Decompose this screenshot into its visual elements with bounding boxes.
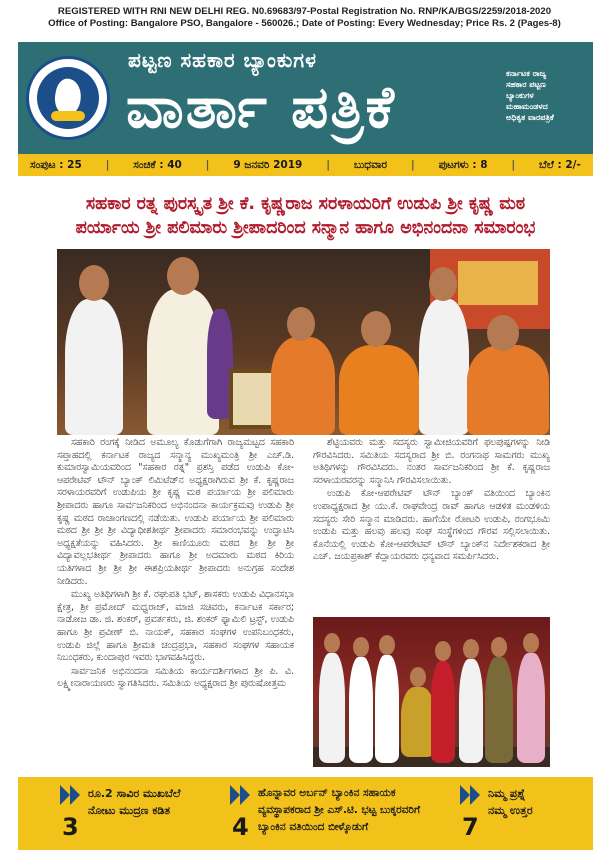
felicitation-photo (57, 249, 550, 435)
headline-line-2: ಪರ್ಯಾಯ ಶ್ರೀ ಪಲಿಮಾರು ಶ್ರೀಪಾದರಿಂದ ಸನ್ಮಾನ ಹಾಗೂ ಅಭಿನಂದನಾ ಸಮಾರಂಭ (75, 218, 536, 238)
separator: | (205, 159, 210, 171)
photo-person (485, 657, 513, 763)
photo-person-head (463, 639, 479, 659)
masthead-subtitle: ಪಟ್ಟಣ ಸಹಕಾರ ಬ್ಯಾಂಕುಗಳ (128, 48, 317, 72)
masthead-side-note (506, 68, 590, 123)
side-note-line: ಮಹಾಮಂಡಳದ (506, 102, 548, 111)
article-paragraph: ಮುಖ್ಯ ಅತಿಥಿಗಳಾಗಿ ಶ್ರೀ ಕೆ. ರಘುಪತಿ ಭಟ್, ಶಾಸಕರು ಉಡುಪಿ ವಿಧಾನಸಭಾ ಕ್ಷೇತ್ರ, ಶ್ರೀ ಪ್ರಮೋದ್ ಮಧ್ವರಾಜ್, ಮಾಜಿ ಸಚಿವರು, ಕರ್ನಾಟಕ ಸರ್ಕಾರ; ನಾಡೋಜ ಡಾ. ಜಿ. ಶಂಕರ್, ಪ್ರವರ್ತಕರು, ಜಿ. ಶಂಕರ್ ಫ್ಯಾಮಿಲಿ ಟ್ರಸ್ಟ್, ಉಡುಪಿ ಹಾಗೂ ಶ್ರೀ ಪ್ರವೀಣ್ ಬಿ. ನಾಯಕ್, ಸಹಕಾರ ಸಂಘಗಳ ಉಪನಿಬಂಧಕರು, ಉಡುಪಿ ಜಿಲ್ಲೆ ಹಾಗೂ ಶ್ರೀಮತಿ ಚಂದ್ರಪ್ರಭಾ, ಸಹಕಾರ ಸಂಘಗಳ ಸಹಾಯಕ ನಿಬಂಧಕರು, ಕುಂದಾಪುರ ಇವರು ಭಾಗವಹಿಸಿದ್ದರು. (57, 589, 294, 664)
photo-seated-person (401, 687, 435, 757)
federation-logo-icon (26, 56, 110, 140)
separator: | (105, 159, 110, 171)
photo-person (431, 661, 455, 763)
photo-person-head (491, 637, 507, 657)
photo-person-head (353, 637, 369, 657)
footer-text-line: ಹೊನ್ನಾವರ ಅರ್ಬನ್ ಬ್ಯಾಂಕಿನ ಸಹಾಯಕ (258, 787, 396, 799)
masthead (18, 42, 593, 154)
separator: | (511, 159, 516, 171)
footer-page-number: 3 (62, 813, 79, 841)
photo-person-head (167, 257, 199, 295)
masthead-title: ವಾರ್ತಾ ಪತ್ರಿಕೆ (126, 73, 396, 141)
photo-person-head (429, 267, 457, 301)
footer-item-text (88, 785, 180, 819)
photo-backdrop-panel (458, 261, 538, 305)
footer-item-text (258, 785, 420, 836)
double-chevron-icon (230, 785, 254, 805)
photo-person-head (379, 635, 395, 655)
article-paragraph: ಸಹಕಾರಿ ರಂಗಕ್ಕೆ ನೀಡಿದ ಅಮೂಲ್ಯ ಕೊಡುಗೆಗಾಗಿ ರಾಜ್ಯಮಟ್ಟದ ಸಹಕಾರಿ ಸಪ್ತಾಹದಲ್ಲಿ ಕರ್ನಾಟಕ ರಾಜ್ಯದ ಸನ್ಮಾನ್ಯ ಮುಖ್ಯಮಂತ್ರಿ ಶ್ರೀ ಎಚ್.ಡಿ. ಕುಮಾರಸ್ವಾಮಿಯವರಿಂದ "ಸಹಕಾರ ರತ್ನ" ಪ್ರಶಸ್ತಿ ಪಡೆದ ಉಡುಪಿ ಕೋ-ಆಪರೇಟಿವ್ ಟೌನ್ ಬ್ಯಾಂಕ್ ಲಿಮಿಟೆಡ್‌ನ ಅಧ್ಯಕ್ಷರಾಗಿರುವ ಶ್ರೀ ಕೆ. ಕೃಷ್ಣರಾಜ ಸರಳಾಯರವರಿಗೆ ಉಡುಪಿಯ ಶ್ರೀ ಕೃಷ್ಣ ಮಠ ಪರ್ಯಾಯ ಶ್ರೀ ಪಲಿಮಾರು ಶ್ರೀಪಾದರು ಹಾಗೂ ಸಾರ್ವಜನಿಕರಿಂದ ಅಭಿನಂದನಾ ಕಾರ್ಯಕ್ರಮವು ಉಡುಪಿ ಶ್ರೀ ಕೃಷ್ಣ ಮಠದ ರಾಜಾಂಗಣದಲ್ಲಿ ನಡೆಯಿತು. ಉಡುಪಿ ಪರ್ಯಾಯ ಶ್ರೀ ಪಲಿಮಾರು ಮಠದ ಶ್ರೀ ಶ್ರೀ ಶ್ರೀ ವಿದ್ಯಾಧೀಶತೀರ್ಥ ಶ್ರೀಪಾದರು ಸಮಾರಂಭವನ್ನು ಉದ್ಘಾಟಿಸಿ ಅಧ್ಯಕ್ಷತೆಯನ್ನು ವಹಿಸಿದರು. ಶ್ರೀ ಕಾಣಿಯೂರು ಮಠದ ಶ್ರೀ ಶ್ರೀ ಶ್ರೀ ವಿದ್ಯಾವಲ್ಲಭತೀರ್ಥ ಶ್ರೀಪಾದರು ಹಾಗೂ ಶ್ರೀ ಅದಮಾರು ಮಠದ ಕಿರಿಯ ಯತಿಗಳಾದ ಶ್ರೀ ಶ್ರೀ ಶ್ರೀ ಈಶಪ್ರಿಯತೀರ್ಥ ಶ್ರೀಪಾದರು ಅನುಗ್ರಹ ಸಂದೇಶ ನೀಡಿದರು. (57, 437, 294, 587)
photo-person-head (523, 633, 539, 653)
photo-person-head (410, 667, 426, 687)
photo-person (467, 345, 549, 435)
photo-person (319, 653, 345, 763)
price-label: ಬೆಲೆ : 2/- (539, 158, 581, 171)
photo-person (65, 299, 123, 435)
photo-person (517, 653, 545, 763)
article-column-2 (313, 437, 550, 565)
photo-person-head (287, 307, 315, 341)
registration-info (0, 6, 609, 30)
article-paragraph: ಶೆಟ್ಟಿಯವರು ಮತ್ತು ಸದಸ್ಯರು ಸ್ವಾಮೀಜಿಯವರಿಗೆ ಫಲಪುಷ್ಪಗಳನ್ನು ನೀಡಿ ಗೌರವಿಸಿದರು. ಸಮಿತಿಯ ಸದಸ್ಯರಾದ ಶ್ರೀ ಬಿ. ರಂಗನಾಥ ಸಾಮಗರು ಮುಖ್ಯ ಅತಿಥಿಗಳನ್ನು ಗೌರವಿಸಿದರು. ನಂತರ ಸಾರ್ವಜನಿಕರಿಂದ ಶ್ರೀ ಕೆ. ಕೃಷ್ಣರಾಜ ಸರಳಾಯರವರನ್ನು ಸನ್ಮಾನಿಸಿ ಗೌರವಿಸಲಾಯಿತು. (313, 437, 550, 486)
issue-label: ಸಂಚಿಕೆ : 40 (133, 158, 182, 171)
volume-label: ಸಂಪುಟ : 25 (30, 158, 82, 171)
headline-line-1: ಸಹಕಾರ ರತ್ನ ಪುರಸ್ಕೃತ ಶ್ರೀ ಕೆ. ಕೃಷ್ಣರಾಜ ಸರಳಾಯರಿಗೆ ಉಡುಪಿ ಶ್ರೀ ಕೃಷ್ಣ ಮಠ (85, 194, 526, 214)
issue-date: 9 ಜನವರಿ 2019 (233, 158, 303, 171)
photo-person (339, 345, 419, 435)
footer-text-line: ವ್ಯವಸ್ಥಾಪಕರಾದ ಶ್ರೀ ಎಸ್.ಟಿ. ಭಟ್ಟ ಬುಕ್ಕರವರಿಗೆ (258, 804, 421, 816)
footer-page-number: 4 (232, 813, 249, 841)
photo-person-head (324, 633, 340, 653)
issue-day: ಬುಧವಾರ (353, 158, 388, 171)
photo-person (271, 337, 335, 435)
article-paragraph: ಉಡುಪಿ ಕೋ-ಆಪರೇಟಿವ್ ಟೌನ್ ಬ್ಯಾಂಕ್ ವತಿಯಿಂದ ಬ್ಯಾಂಕಿನ ಉಪಾಧ್ಯಕ್ಷರಾದ ಶ್ರೀ ಯು.ಕೆ. ರಾಘವೇಂದ್ರ ರಾವ್ ಹಾಗೂ ಆಡಳಿತ ಮಂಡಳಿಯ ಸದಸ್ಯರು ಸೇರಿ ಸನ್ಮಾನ ಮಾಡಿದರು. ಹಾಗೆಯೇ ರೋಟರಿ ಉಡುಪಿ, ರಂಗಭೂಮಿ ಉಡುಪಿ ಮತ್ತು ಹಲವು ಹಲವು ಸಂಘ ಸಂಸ್ಥೆಗಳಿಂದ ಗೌರವ ಸಲ್ಲಿಸಲಾಯಿತು. ಕೊನೆಯಲ್ಲಿ ಉಡುಪಿ ಕೋ-ಆಪರೇಟಿವ್ ಟೌನ್ ಬ್ಯಾಂಕ್‌ನ ನಿರ್ದೇಶಕರಾದ ಶ್ರೀ ಎಚ್. ಜಯಪ್ರಕಾಶ್ ಕೆದ್ಲಾಯರವರು ಧನ್ಯವಾದ ಸಮರ್ಪಿಸಿದರು. (313, 488, 550, 563)
issue-info-bar (18, 154, 593, 176)
photo-person (349, 657, 373, 763)
footer-item-text (488, 785, 533, 819)
photo-person (459, 659, 483, 763)
side-note-line: ಬ್ಯಾಂಕುಗಳ (506, 91, 534, 100)
registration-line-2: Office of Posting: Bangalore PSO, Bangalore - 560026.; Date of Posting: Every Wednesday; Price Rs. 2 (Pages-8) (48, 18, 561, 29)
article-paragraph: ಸಾರ್ವಜನಿಕ ಅಭಿನಂದನಾ ಸಮಿತಿಯ ಕಾರ್ಯದರ್ಶಿಗಳಾದ ಶ್ರೀ ಪಿ. ವಿ. ಲಕ್ಷ್ಮೀನಾರಾಯಣರು ಸ್ವಾಗತಿಸಿದರು. ಸಮಿತಿಯ ಅಧ್ಯಕ್ಷರಾದ ಶ್ರೀ ಪುರುಷೋತ್ತಮ (57, 665, 294, 690)
footer-text-line: ನಮ್ಮ ಉತ್ತರ (488, 804, 533, 817)
footer-text-line: ಬ್ಯಾಂಕಿನ ವತಿಯಿಂದ ಬೀಳ್ಕೊಡುಗೆ (258, 821, 369, 833)
photo-person-head (361, 311, 391, 347)
separator: | (410, 159, 415, 171)
double-chevron-icon (460, 785, 484, 805)
side-note-line: ಕರ್ನಾಟಕ ರಾಜ್ಯ (506, 69, 547, 78)
photo-person-head (435, 641, 451, 661)
photo-person-head (79, 265, 109, 301)
double-chevron-icon (60, 785, 84, 805)
group-photo (313, 617, 550, 767)
page-count: ಪುಟಗಳು : 8 (438, 158, 488, 171)
footer-page-number: 7 (462, 813, 479, 841)
side-note-line: ಅಧಿಕೃತ ವಾರಪತ್ರಿಕೆ (506, 113, 554, 122)
photo-person (419, 299, 469, 435)
main-headline (18, 192, 593, 240)
footer-text-line: ರೂ.2 ಸಾವಿರ ಮುಖಬೆಲೆ (88, 787, 181, 800)
photo-person (375, 655, 399, 763)
photo-person-head (487, 315, 519, 351)
footer-index (18, 777, 593, 850)
separator: | (326, 159, 331, 171)
footer-text-line: ನಿಮ್ಮ ಪ್ರಶ್ನೆ (488, 787, 526, 800)
article-column-1 (57, 437, 294, 692)
registration-line-1: REGISTERED WITH RNI NEW DELHI REG. N0.69683/97-Postal Registration No. RNP/KA/BGS/2259/2018-2020 (57, 6, 552, 17)
side-note-line: ಸಹಕಾರ ಪಟ್ಟಣ (506, 80, 546, 89)
footer-text-line: ನೋಟು ಮುದ್ರಣ ಕಡಿತ (88, 804, 171, 817)
